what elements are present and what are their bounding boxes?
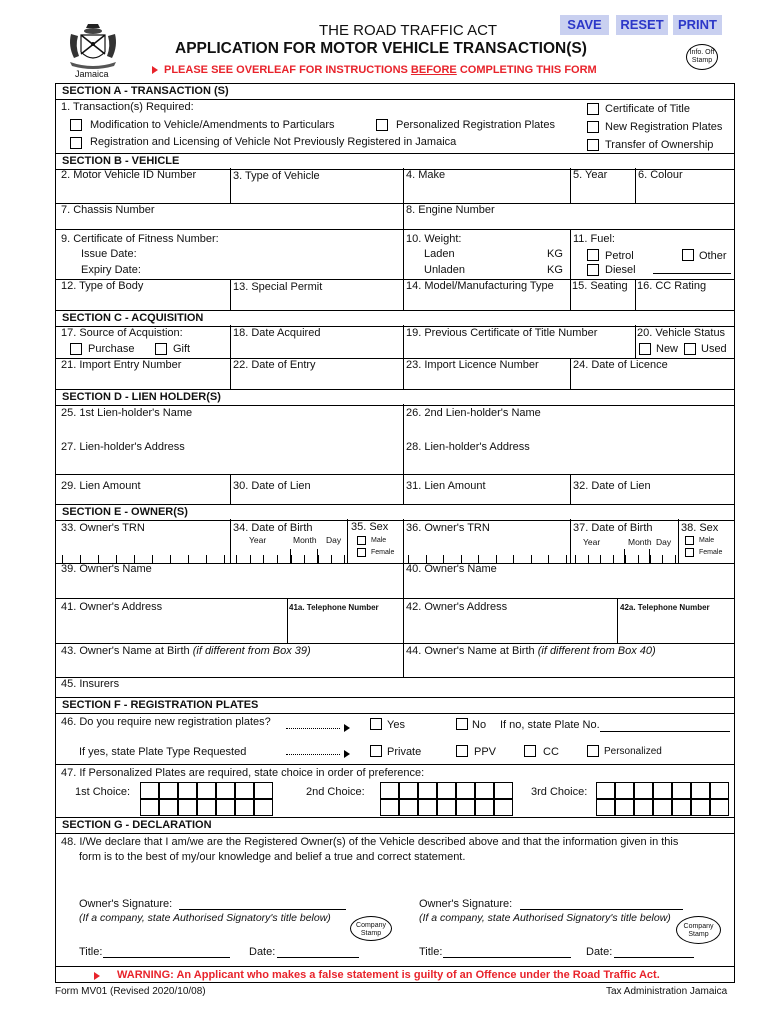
plate-choice-cell[interactable] bbox=[437, 799, 456, 816]
plate-choice-cell[interactable] bbox=[380, 782, 399, 799]
info-office-stamp bbox=[686, 44, 718, 70]
section-f-header: SECTION F - REGISTRATION PLATES bbox=[56, 697, 734, 714]
form-title: APPLICATION FOR MOTOR VEHICLE TRANSACTION(S) bbox=[175, 40, 587, 57]
field-21-label: 21. Import Entry Number bbox=[61, 359, 182, 371]
checkbox-purchase[interactable] bbox=[70, 343, 82, 355]
plate-choice-cell[interactable] bbox=[672, 799, 691, 816]
stamp-text: Info. Off Stamp bbox=[689, 49, 715, 64]
label-transfer-ownership: Transfer of Ownership bbox=[605, 139, 714, 151]
signatory-note-1: (If a company, state Authorised Signatory's title below) bbox=[79, 912, 331, 924]
checkbox-cc[interactable] bbox=[524, 745, 536, 757]
section-a-header: SECTION A - TRANSACTION (S) bbox=[56, 83, 734, 100]
jamaica-coat-of-arms bbox=[66, 22, 120, 70]
plate-choice-cell[interactable] bbox=[653, 799, 672, 816]
plate-choice-cell[interactable] bbox=[634, 782, 653, 799]
field-42a-label: 42a. Telephone Number bbox=[620, 603, 710, 612]
plate-choice-cell[interactable] bbox=[691, 799, 710, 816]
private-label: Private bbox=[387, 746, 422, 758]
field-20-label: 20. Vehicle Status bbox=[637, 327, 726, 339]
used-label: Used bbox=[701, 343, 727, 355]
field-1-label: 1. Transaction(s) Required: bbox=[61, 101, 194, 113]
label-certificate-of-title: Certificate of Title bbox=[605, 103, 690, 115]
field-37-label: 37. Date of Birth bbox=[573, 522, 653, 534]
company-stamp-2: Company Stamp bbox=[676, 916, 721, 944]
comb-tick bbox=[478, 555, 479, 563]
comb-tick bbox=[317, 549, 318, 563]
checkbox-certificate-of-title[interactable] bbox=[587, 103, 599, 115]
date-line-1[interactable] bbox=[277, 957, 359, 958]
female-label-2: Female bbox=[699, 549, 723, 556]
checkbox-new-plates[interactable] bbox=[587, 121, 599, 133]
plate-choice-cell[interactable] bbox=[475, 799, 494, 816]
issue-date-label: Issue Date: bbox=[81, 248, 137, 260]
checkbox-male-1[interactable] bbox=[357, 536, 366, 545]
arrow-right-icon bbox=[344, 724, 350, 732]
checkbox-petrol[interactable] bbox=[587, 249, 599, 261]
plate-choice-cell[interactable] bbox=[399, 782, 418, 799]
plate-choice-cell[interactable] bbox=[634, 799, 653, 816]
plate-choice-cell[interactable] bbox=[475, 782, 494, 799]
label-modification: Modification to Vehicle/Amendments to Particulars bbox=[90, 119, 335, 131]
label-new-plates: New Registration Plates bbox=[605, 121, 723, 133]
owner-signature-line-1[interactable] bbox=[179, 909, 346, 910]
field-31-label: 31. Lien Amount bbox=[406, 480, 486, 492]
agency-name: Tax Administration Jamaica bbox=[606, 986, 728, 997]
plate-choice-cell[interactable] bbox=[380, 799, 399, 816]
field-41a-label: 41a. Telephone Number bbox=[289, 603, 379, 612]
plate-choice-cell[interactable] bbox=[178, 799, 197, 816]
laden-label: Laden bbox=[424, 248, 455, 260]
second-choice-label: 2nd Choice: bbox=[306, 786, 365, 798]
checkbox-diesel[interactable] bbox=[587, 264, 599, 276]
owner-signature-label-1: Owner's Signature: bbox=[79, 898, 173, 910]
field-32-label: 32. Date of Lien bbox=[573, 480, 651, 492]
title-line-1[interactable] bbox=[103, 957, 230, 958]
field-26-label: 26. 2nd Lien-holder's Name bbox=[406, 407, 541, 419]
comb-tick bbox=[170, 555, 171, 563]
plate-choice-cell[interactable] bbox=[216, 799, 235, 816]
personalized-label: Personalized bbox=[604, 746, 662, 757]
comb-tick bbox=[250, 555, 251, 563]
plate-choice-cell[interactable] bbox=[691, 782, 710, 799]
checkbox-personalized[interactable] bbox=[587, 745, 599, 757]
dob-year-label: Year bbox=[249, 535, 267, 545]
field-27-label: 27. Lien-holder's Address bbox=[61, 441, 185, 453]
plate-choice-cell[interactable] bbox=[178, 782, 197, 799]
comb-tick bbox=[152, 555, 153, 563]
field-35-label: 35. Sex bbox=[351, 521, 389, 533]
checkbox-other-fuel[interactable] bbox=[682, 249, 694, 261]
section-g-header: SECTION G - DECLARATION bbox=[56, 817, 734, 834]
unladen-kg-unit: KG bbox=[547, 264, 563, 276]
comb-tick bbox=[62, 555, 63, 563]
checkbox-gift[interactable] bbox=[155, 343, 167, 355]
dob-day-label: Day bbox=[326, 535, 342, 545]
field-9-label: 9. Certificate of Fitness Number: bbox=[61, 233, 219, 245]
comb-tick bbox=[600, 555, 601, 563]
field-6-label: 6. Colour bbox=[638, 169, 683, 181]
comb-tick bbox=[461, 555, 462, 563]
plate-choice-cell[interactable] bbox=[399, 799, 418, 816]
checkbox-new[interactable] bbox=[639, 343, 651, 355]
plate-choice-cell[interactable] bbox=[456, 799, 475, 816]
petrol-label: Petrol bbox=[605, 250, 634, 262]
comb-tick bbox=[291, 555, 292, 563]
act-title: THE ROAD TRAFFIC ACT bbox=[319, 22, 498, 39]
checkbox-plates-yes[interactable] bbox=[370, 718, 382, 730]
checkbox-personalized-plates[interactable] bbox=[376, 119, 388, 131]
comb-tick bbox=[426, 555, 427, 563]
plate-choice-cell[interactable] bbox=[456, 782, 475, 799]
plate-choice-cell[interactable] bbox=[494, 799, 513, 816]
field-40-label: 40. Owner's Name bbox=[406, 563, 497, 575]
field-5-label: 5. Year bbox=[573, 169, 608, 181]
field-4-label: 4. Make bbox=[406, 169, 446, 181]
field-18-label: 18. Date Acquired bbox=[233, 327, 321, 339]
date-line-2[interactable] bbox=[614, 957, 694, 958]
comb-tick bbox=[116, 555, 117, 563]
comb-tick bbox=[650, 555, 651, 563]
field-8-label: 8. Engine Number bbox=[406, 204, 495, 216]
comb-tick bbox=[188, 555, 189, 563]
field-38-label: 38. Sex bbox=[681, 522, 719, 534]
field-46-label: 46. Do you require new registration plates? bbox=[61, 716, 271, 728]
plate-choice-cell[interactable] bbox=[596, 799, 615, 816]
checkbox-ppv[interactable] bbox=[456, 745, 468, 757]
save-button[interactable]: SAVE bbox=[560, 15, 609, 35]
field-42-label: 42. Owner's Address bbox=[406, 601, 508, 613]
comb-tick bbox=[344, 555, 345, 563]
plate-choice-cell[interactable] bbox=[140, 782, 159, 799]
new-label: New bbox=[656, 343, 679, 355]
plate-choice-cell[interactable] bbox=[254, 799, 273, 816]
label-registration: Registration and Licensing of Vehicle Not Previously Registered in Jamaica bbox=[90, 136, 457, 148]
owner-signature-line-2[interactable] bbox=[520, 909, 683, 910]
comb-tick bbox=[624, 549, 625, 563]
plate-choice-cell[interactable] bbox=[197, 799, 216, 816]
field-25-label: 25. 1st Lien-holder's Name bbox=[61, 407, 193, 419]
field-13-label: 13. Special Permit bbox=[233, 281, 323, 293]
plate-choice-cell[interactable] bbox=[615, 799, 634, 816]
comb-tick bbox=[443, 555, 444, 563]
comb-tick bbox=[80, 555, 81, 563]
declaration-line-1: 48. I/We declare that I am/we are the Registered Owner(s) of the Vehicle described above and that the information given in this bbox=[61, 836, 679, 848]
notice-arrow-icon bbox=[152, 66, 158, 74]
field-17-label: 17. Source of Acquistion: bbox=[61, 327, 183, 339]
first-choice-label: 1st Choice: bbox=[75, 786, 131, 798]
instructions-notice: PLEASE SEE OVERLEAF FOR INSTRUCTIONS BEFORE COMPLETING THIS FORM bbox=[164, 64, 597, 76]
field-14-label: 14. Model/Manufacturing Type bbox=[406, 280, 554, 292]
field-28-label: 28. Lien-holder's Address bbox=[406, 441, 530, 453]
checkbox-transfer-ownership[interactable] bbox=[587, 139, 599, 151]
comb-tick bbox=[638, 555, 639, 563]
reset-button[interactable]: RESET bbox=[616, 15, 668, 35]
plate-choice-cell[interactable] bbox=[254, 782, 273, 799]
checkbox-private[interactable] bbox=[370, 745, 382, 757]
date-label-1: Date: bbox=[249, 946, 276, 958]
field-44-label: 44. Owner's Name at Birth (if different from Box 40) bbox=[406, 645, 656, 657]
expiry-date-label: Expiry Date: bbox=[81, 264, 141, 276]
comb-tick bbox=[513, 555, 514, 563]
cc-label: CC bbox=[543, 746, 559, 758]
if-no-plate-label: If no, state Plate No. bbox=[500, 719, 600, 731]
comb-tick bbox=[588, 555, 589, 563]
comb-tick bbox=[613, 555, 614, 563]
field-11-label: 11. Fuel: bbox=[573, 233, 615, 245]
comb-tick bbox=[531, 555, 532, 563]
laden-kg-unit: KG bbox=[547, 248, 563, 260]
field-16-label: 16. CC Rating bbox=[637, 280, 707, 292]
checkbox-female-2[interactable] bbox=[685, 548, 694, 557]
field-7-label: 7. Chassis Number bbox=[61, 204, 155, 216]
comb-tick bbox=[548, 555, 549, 563]
plate-choice-cell[interactable] bbox=[235, 782, 254, 799]
declaration-line-2: form is to the best of my/our knowledge and belief a true and correct statement. bbox=[79, 851, 466, 863]
diesel-label: Diesel bbox=[605, 264, 636, 276]
field-23-label: 23. Import Licence Number bbox=[406, 359, 539, 371]
field-41-label: 41. Owner's Address bbox=[61, 601, 163, 613]
plate-choice-cell[interactable] bbox=[235, 799, 254, 816]
comb-tick bbox=[263, 555, 264, 563]
arrow-right-icon bbox=[344, 750, 350, 758]
plate-choice-cell[interactable] bbox=[140, 799, 159, 816]
field-24-label: 24. Date of Licence bbox=[573, 359, 668, 371]
form-number: Form MV01 (Revised 2020/10/08) bbox=[55, 986, 206, 997]
plate-choice-cell[interactable] bbox=[197, 782, 216, 799]
yes-label: Yes bbox=[387, 719, 405, 731]
field-33-label: 33. Owner's TRN bbox=[61, 522, 145, 534]
no-label: No bbox=[472, 719, 487, 731]
comb-tick bbox=[649, 549, 650, 563]
field-10-label: 10. Weight: bbox=[406, 233, 462, 245]
checkbox-female-1[interactable] bbox=[357, 548, 366, 557]
male-label-1: Male bbox=[371, 537, 387, 544]
checkbox-plates-no[interactable] bbox=[456, 718, 468, 730]
field-19-label: 19. Previous Certificate of Title Number bbox=[406, 327, 598, 339]
comb-tick bbox=[625, 555, 626, 563]
dob2-day-label: Day bbox=[656, 537, 672, 547]
plate-choice-cell[interactable] bbox=[437, 782, 456, 799]
plate-choice-cell[interactable] bbox=[710, 799, 729, 816]
title-line-2[interactable] bbox=[443, 957, 571, 958]
plate-choice-cell[interactable] bbox=[615, 782, 634, 799]
checkbox-modification[interactable] bbox=[70, 119, 82, 131]
plate-choice-cell[interactable] bbox=[494, 782, 513, 799]
male-label-2: Male bbox=[699, 537, 715, 544]
unladen-label: Unladen bbox=[424, 264, 465, 276]
field-39-label: 39. Owner's Name bbox=[61, 563, 152, 575]
gift-label: Gift bbox=[173, 343, 191, 355]
section-c-header: SECTION C - ACQUISITION bbox=[56, 310, 734, 327]
dob2-month-label: Month bbox=[628, 537, 652, 547]
checkbox-used[interactable] bbox=[684, 343, 696, 355]
warning-text: WARNING: An Applicant who makes a false statement is guilty of an Offence under the Road Traffic Act. bbox=[117, 969, 660, 981]
label-personalized-plates: Personalized Registration Plates bbox=[396, 119, 555, 131]
other-fuel-label: Other bbox=[699, 250, 727, 262]
field-2-label: 2. Motor Vehicle ID Number bbox=[61, 169, 197, 181]
plate-number-input[interactable] bbox=[600, 731, 730, 732]
plate-choice-cell[interactable] bbox=[418, 799, 437, 816]
comb-tick bbox=[224, 555, 225, 563]
comb-tick bbox=[277, 555, 278, 563]
field-29-label: 29. Lien Amount bbox=[61, 480, 141, 492]
comb-tick bbox=[662, 555, 663, 563]
field-15-label: 15. Seating bbox=[572, 280, 628, 292]
comb-tick bbox=[318, 555, 319, 563]
checkbox-registration[interactable] bbox=[70, 137, 82, 149]
field-45-label: 45. Insurers bbox=[61, 678, 120, 690]
field-36-label: 36. Owner's TRN bbox=[406, 522, 490, 534]
plate-choice-cell[interactable] bbox=[672, 782, 691, 799]
title-label-2: Title: bbox=[419, 946, 443, 958]
notice-before: BEFORE bbox=[410, 64, 457, 76]
field-34-label: 34. Date of Birth bbox=[233, 522, 313, 534]
warning-arrow-icon bbox=[94, 972, 100, 980]
comb-tick bbox=[134, 555, 135, 563]
plate-choice-cell[interactable] bbox=[596, 782, 615, 799]
comb-tick bbox=[236, 555, 237, 563]
ppv-label: PPV bbox=[474, 746, 497, 758]
plate-choice-cell[interactable] bbox=[418, 782, 437, 799]
section-b-header: SECTION B - VEHICLE bbox=[56, 153, 734, 170]
comb-tick bbox=[206, 555, 207, 563]
print-button[interactable]: PRINT bbox=[673, 15, 722, 35]
comb-tick bbox=[98, 555, 99, 563]
third-choice-label: 3rd Choice: bbox=[531, 786, 588, 798]
comb-tick bbox=[290, 549, 291, 563]
field-12-label: 12. Type of Body bbox=[61, 280, 144, 292]
plate-choice-cell[interactable] bbox=[159, 799, 178, 816]
section-d-header: SECTION D - LIEN HOLDER(S) bbox=[56, 389, 734, 406]
emblem-caption: Jamaica bbox=[75, 69, 109, 79]
dob-month-label: Month bbox=[293, 535, 317, 545]
section-e-header: SECTION E - OWNER(S) bbox=[56, 504, 734, 521]
comb-tick bbox=[304, 555, 305, 563]
field-47-label: 47. If Personalized Plates are required, state choice in order of preference: bbox=[61, 767, 425, 779]
dob2-year-label: Year bbox=[583, 537, 601, 547]
owner-signature-label-2: Owner's Signature: bbox=[419, 898, 513, 910]
plate-choice-cell[interactable] bbox=[710, 782, 729, 799]
plate-choice-cell[interactable] bbox=[653, 782, 672, 799]
comb-tick bbox=[575, 555, 576, 563]
field-22-label: 22. Date of Entry bbox=[233, 359, 316, 371]
purchase-label: Purchase bbox=[88, 343, 135, 355]
comb-tick bbox=[408, 555, 409, 563]
signatory-note-2: (If a company, state Authorised Signatory's title below) bbox=[419, 912, 671, 924]
if-yes-plate-type-label: If yes, state Plate Type Requested bbox=[79, 746, 247, 758]
plate-choice-cell[interactable] bbox=[159, 782, 178, 799]
date-label-2: Date: bbox=[586, 946, 613, 958]
checkbox-male-2[interactable] bbox=[685, 536, 694, 545]
field-43-label: 43. Owner's Name at Birth (if different from Box 39) bbox=[61, 645, 311, 657]
comb-tick bbox=[566, 555, 567, 563]
company-stamp-1: Company Stamp bbox=[350, 916, 392, 941]
female-label-1: Female bbox=[371, 549, 395, 556]
comb-tick bbox=[675, 555, 676, 563]
field-3-label: 3. Type of Vehicle bbox=[233, 170, 320, 182]
comb-tick bbox=[496, 555, 497, 563]
field-30-label: 30. Date of Lien bbox=[233, 480, 311, 492]
title-label-1: Title: bbox=[79, 946, 103, 958]
comb-tick bbox=[331, 555, 332, 563]
plate-choice-cell[interactable] bbox=[216, 782, 235, 799]
